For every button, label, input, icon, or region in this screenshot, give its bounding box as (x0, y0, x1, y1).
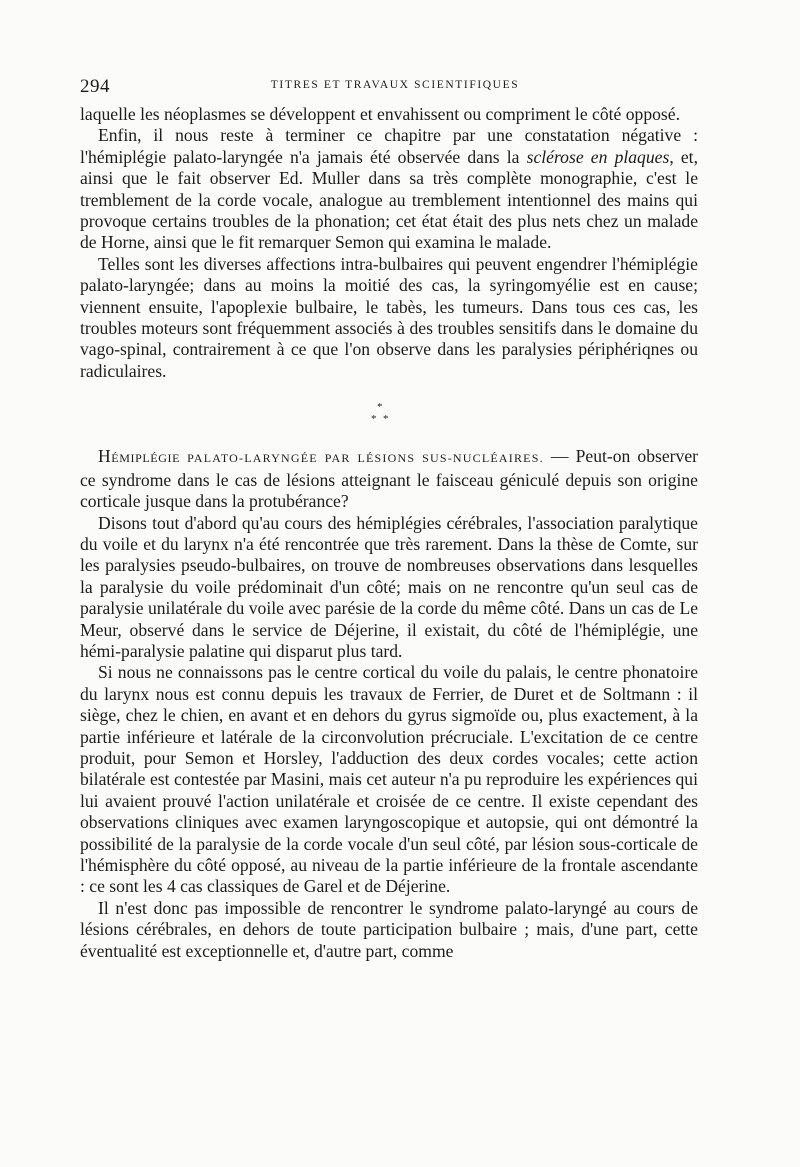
section-heading-rest: PALATO-LARYNGÉE PAR LÉSIONS SUS-NUCLÉAIRES. (187, 451, 544, 466)
paragraph-text: — Peut-on observer ce syndrome dans le cas de lésions atteignant le faisceau géniculé depuis son origine corticale jusque dans la protubérance? (80, 446, 699, 512)
asterism-star: * (371, 413, 377, 426)
asterism (80, 400, 698, 436)
page-number: 294 (80, 76, 110, 97)
paragraph-text: Enfin, il nous reste à terminer ce chapitre par une constatation négative : l'hémiplégie palato-laryngée n'a jamais été observée dans la (80, 125, 698, 167)
paragraph-conclusion: Il n'est donc pas impossible de rencontrer le syndrome palato-laryngé au cours de lésions cérébrales, en dehors de toute participation bulbaire ; mais, d'une part, cette éventualité est exceptionnelle et, d'autre part, comme (80, 897, 698, 961)
text-body (80, 104, 698, 962)
paragraph-centre-cortical: Si nous ne connaissons pas le centre cortical du voile du palais, le centre phonatoire du larynx nous est connu depuis les travaux de Ferrier, de Duret et de Soltmann : il siège, chez le chien, en avant et en dehors du gyrus sigmoïde ou, plus exactement, à la partie inférieure et latérale de la circonvolution précruciale. L'excitation de ce centre produit, pour Semon et Horsley, l'adduction des deux cordes vocales; cette action bilatérale est contestée par Masini, mais cet auteur n'a pu reproduire les expériences qui lui avaient prouvé l'action unilatérale et croisée de ce centre. Il existe cependant des observations cliniques avec examen laryngoscopique et autopsie, qui ont démontré la possibilité de la paralysie de la corde vocale d'un seul côté, par lésion sous-corticale de l'hémisphère du côté opposé, au niveau de la partie inférieure de la frontale ascendante : ce sont les 4 cas classiques de Garel et de Déjerine. (80, 662, 698, 897)
section-heading-first: Hémiplégie (98, 446, 181, 467)
paragraph-text: , et, ainsi que le fait observer Ed. Muller dans sa très complète monographie, c'est le tremblement de la corde vocale, analogue au tremblement intentionnel des mains qui provoque certains troubles de la phonation; cet état était des plus nets chez un malade de Horne, ainsi que le fit remarquer Semon qui examina le malade. (80, 146, 698, 253)
section-heading-paragraph (80, 446, 698, 512)
paragraph-sclerose (80, 125, 698, 253)
paragraph-hemiplegies: Disons tout d'abord qu'au cours des hémiplégies cérébrales, l'association paralytique du voile et du larynx n'a été rencontrée que très rarement. Dans la thèse de Comte, sur les paralysies pseudo-bulbaires, on trouve de nombreuses observations dans lesquelles la paralysie du voile prédominait d'un côté; mais on ne rencontre qu'un seul cas de paralysie unilatérale du voile avec parésie de la corde du même côté. Dans un cas de Le Meur, observé dans le service de Déjerine, il existait, du côté de l'hémiplégie, une hémi-paralysie palatine qui disparut plus tard. (80, 512, 698, 661)
running-title: TITRES ET TRAVAUX SCIENTIFIQUES (270, 79, 520, 91)
paragraph-summary: Telles sont les diverses affections intra-bulbaires qui peuvent engendrer l'hémiplégie palato-laryngée; dans au moins la moitié des cas, la syringomyélie est en cause; viennent ensuite, l'apoplexie bulbaire, le tabès, les tumeurs. Dans tous ces cas, les troubles moteurs sont fréquemment associés à des troubles sensitifs dans le domaine du vago-spinal, contrairement à ce que l'on observe dans les paralysies périphériqnes ou radiculaires. (80, 253, 698, 381)
italic-term: sclérose en plaques (526, 146, 670, 167)
asterism-star: * (383, 413, 389, 426)
asterism-star: * (377, 401, 383, 414)
paragraph-continuation: laquelle les néoplasmes se développent et envahissent ou compriment le côté opposé. (80, 104, 680, 124)
running-header (80, 74, 700, 100)
